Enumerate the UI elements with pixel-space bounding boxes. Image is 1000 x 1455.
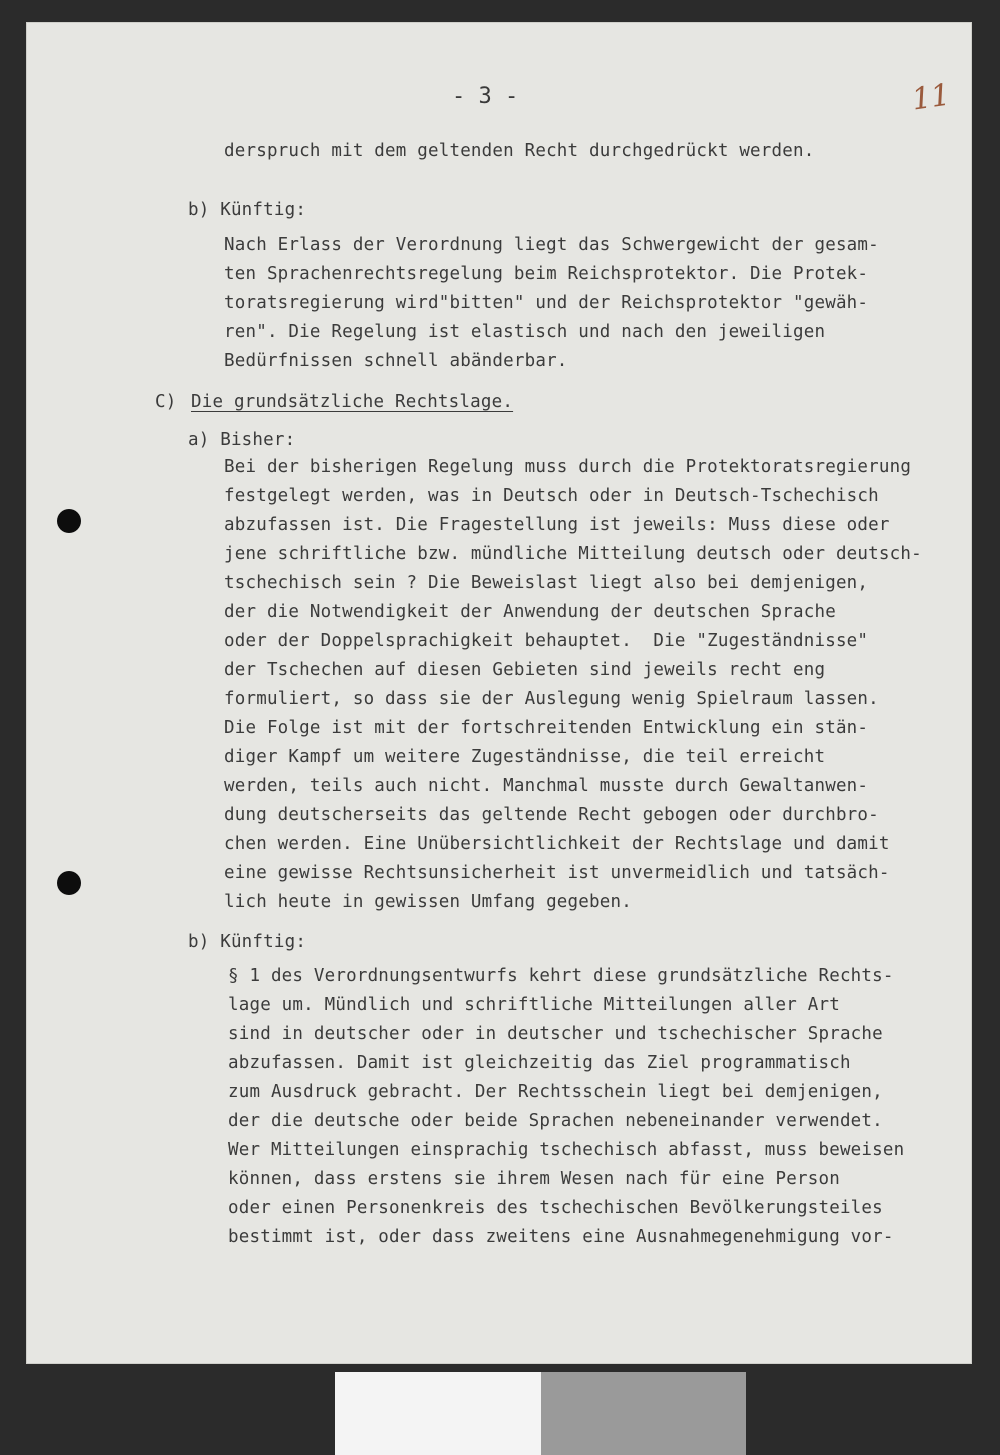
text-line: jene schriftliche bzw. mündliche Mitteilung deutsch oder deutsch- — [224, 544, 922, 564]
text-line: abzufassen. Damit ist gleichzeitig das Ziel programmatisch — [228, 1053, 851, 1073]
text-line: der Tschechen auf diesen Gebieten sind jeweils recht eng — [224, 660, 826, 680]
text-line: § 1 des Verordnungsentwurfs kehrt diese grundsätzliche Rechts- — [228, 966, 894, 986]
text-line: Bedürfnissen schnell abänderbar. — [224, 351, 568, 371]
text-line: können, dass erstens sie ihrem Wesen nach für eine Person — [228, 1169, 840, 1189]
punch-hole — [57, 871, 81, 895]
text-line: zum Ausdruck gebracht. Der Rechtsschein liegt bei demjenigen, — [228, 1082, 883, 1102]
text-line: der die deutsche oder beide Sprachen nebeneinander verwendet. — [228, 1111, 883, 1131]
text-line: lage um. Mündlich und schriftliche Mitteilungen aller Art — [228, 995, 840, 1015]
text-line: oder einen Personenkreis des tschechischen Bevölkerungsteiles — [228, 1198, 883, 1218]
text-line: der die Notwendigkeit der Anwendung der deutschen Sprache — [224, 602, 836, 622]
subsection-label: b) Künftig: — [188, 200, 307, 220]
text-line: Die Folge ist mit der fortschreitenden Entwicklung ein stän- — [224, 718, 869, 738]
text-line: diger Kampf um weitere Zugeständnisse, die teil erreicht — [224, 747, 826, 767]
text-line: oder der Doppelsprachigkeit behauptet. Die "Zugeständnisse" — [224, 631, 869, 651]
section-heading: Die grundsätzliche Rechtslage. — [191, 392, 514, 412]
text-line: chen werden. Eine Unübersichtlichkeit der Rechtslage und damit — [224, 834, 890, 854]
text-line: festgelegt werden, was in Deutsch oder in Deutsch-Tschechisch — [224, 486, 879, 506]
text-line: werden, teils auch nicht. Manchmal musste durch Gewaltanwen- — [224, 776, 869, 796]
text-line: lich heute in gewissen Umfang gegeben. — [224, 892, 632, 912]
punch-hole — [57, 509, 81, 533]
page-number: - 3 - — [452, 84, 519, 109]
text-line: toratsregierung wird"bitten" und der Reichsprotektor "gewäh- — [224, 293, 869, 313]
text-line: ten Sprachenrechtsregelung beim Reichsprotektor. Die Protek- — [224, 264, 869, 284]
subsection-label: a) Bisher: — [188, 430, 296, 450]
gray-patch — [541, 1372, 746, 1455]
text-line: dung deutscherseits das geltende Recht gebogen oder durchbro- — [224, 805, 879, 825]
text-line: bestimmt ist, oder dass zweitens eine Ausnahmegenehmigung vor- — [228, 1227, 894, 1247]
text-line: Nach Erlass der Verordnung liegt das Schwergewicht der gesam- — [224, 235, 879, 255]
text-line: derspruch mit dem geltenden Recht durchgedrückt werden. — [224, 141, 815, 161]
subsection-label: b) Künftig: — [188, 932, 307, 952]
text-line: Bei der bisherigen Regelung muss durch die Protektoratsregierung — [224, 457, 912, 477]
text-line: eine gewisse Rechtsunsicherheit ist unvermeidlich und tatsäch- — [224, 863, 890, 883]
text-line: sind in deutscher oder in deutscher und tschechischer Sprache — [228, 1024, 883, 1044]
handwritten-folio-number: 11 — [909, 77, 953, 118]
text-line: ren". Die Regelung ist elastisch und nach den jeweiligen — [224, 322, 826, 342]
text-line: formuliert, so dass sie der Auslegung wenig Spielraum lassen. — [224, 689, 879, 709]
text-line: Wer Mitteilungen einsprachig tschechisch abfasst, muss beweisen — [228, 1140, 905, 1160]
section-label: C) — [155, 392, 188, 412]
text-line: abzufassen ist. Die Fragestellung ist jeweils: Muss diese oder — [224, 515, 890, 535]
white-patch — [335, 1372, 541, 1455]
scan-calibration-strip — [335, 1372, 746, 1455]
text-line: tschechisch sein ? Die Beweislast liegt also bei demjenigen, — [224, 573, 869, 593]
